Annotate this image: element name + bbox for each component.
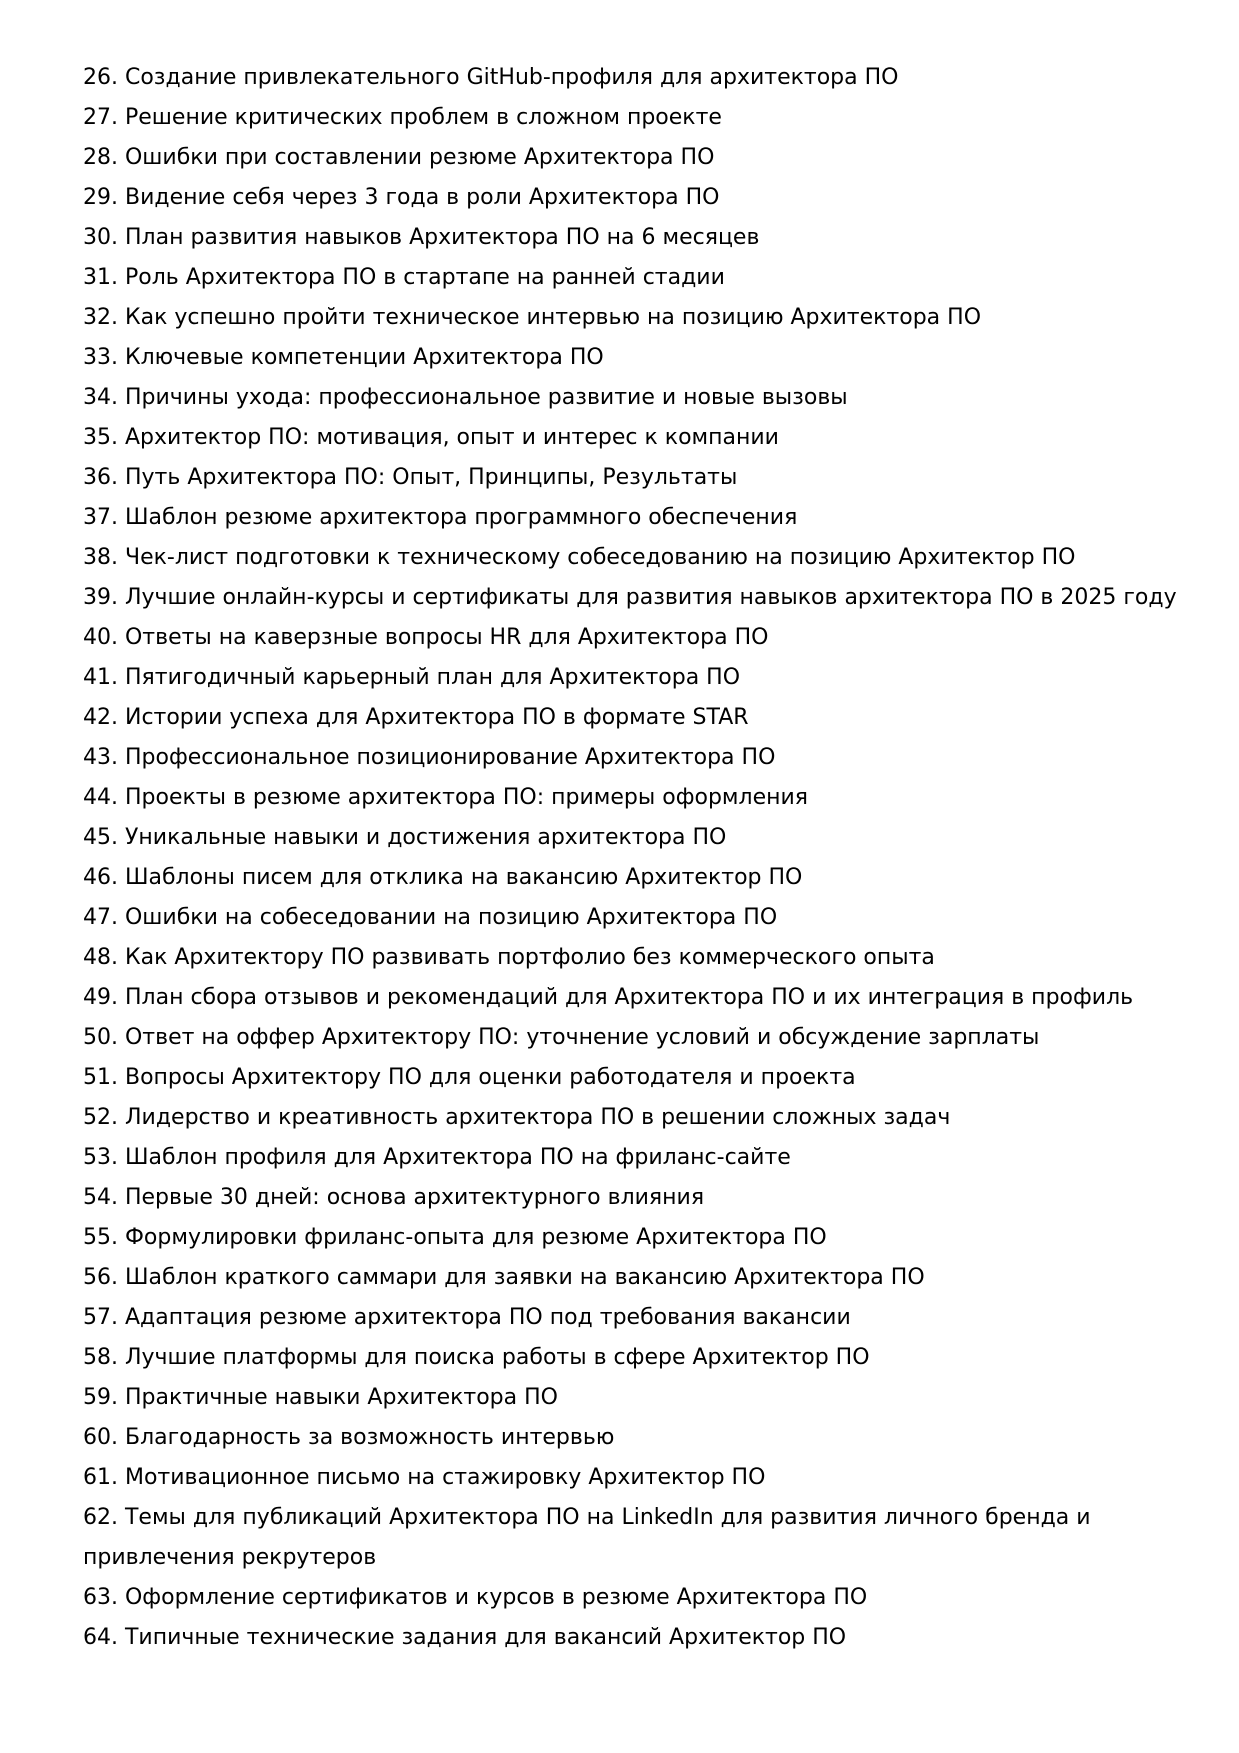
list-item: 34. Причины ухода: профессиональное развитие и новые вызовы: [83, 385, 848, 410]
list-item: 38. Чек-лист подготовки к техническому собеседованию на позицию Архитектор ПО: [83, 545, 1076, 570]
list-item: 35. Архитектор ПО: мотивация, опыт и интерес к компании: [83, 425, 779, 450]
list-item: 50. Ответ на оффер Архитектору ПО: уточнение условий и обсуждение зарплаты: [83, 1025, 1040, 1050]
list-item: 47. Ошибки на собеседовании на позицию Архитектора ПО: [83, 905, 778, 930]
list-item: 31. Роль Архитектора ПО в стартапе на ранней стадии: [83, 265, 725, 290]
list-item: 42. Истории успеха для Архитектора ПО в формате STAR: [83, 705, 749, 730]
list-item: 33. Ключевые компетенции Архитектора ПО: [83, 345, 604, 370]
list-item: 64. Типичные технические задания для вакансий Архитектор ПО: [83, 1625, 847, 1650]
list-item: 53. Шаблон профиля для Архитектора ПО на фриланс-сайте: [83, 1145, 791, 1170]
list-item: 57. Адаптация резюме архитектора ПО под требования вакансии: [83, 1305, 851, 1330]
list-item: 59. Практичные навыки Архитектора ПО: [83, 1385, 558, 1410]
list-item: 51. Вопросы Архитектору ПО для оценки работодателя и проекта: [83, 1065, 856, 1090]
list-item: 45. Уникальные навыки и достижения архитектора ПО: [83, 825, 727, 850]
list-item: 43. Профессиональное позиционирование Архитектора ПО: [83, 745, 776, 770]
list-item: 44. Проекты в резюме архитектора ПО: примеры оформления: [83, 785, 809, 810]
list-item: 41. Пятигодичный карьерный план для Архитектора ПО: [83, 665, 741, 690]
list-item: 30. План развития навыков Архитектора ПО на 6 месяцев: [83, 225, 760, 250]
list-item: 60. Благодарность за возможность интервью: [83, 1425, 615, 1450]
list-item: 58. Лучшие платформы для поиска работы в сфере Архитектор ПО: [83, 1345, 870, 1370]
list-item: 40. Ответы на каверзные вопросы HR для Архитектора ПО: [83, 625, 769, 650]
list-item: 63. Оформление сертификатов и курсов в резюме Архитектора ПО: [83, 1585, 868, 1610]
list-item: 61. Мотивационное письмо на стажировку Архитектор ПО: [83, 1465, 766, 1490]
list-item: 49. План сбора отзывов и рекомендаций для Архитектора ПО и их интеграция в профиль: [83, 985, 1134, 1010]
list-item: 28. Ошибки при составлении резюме Архитектора ПО: [83, 145, 715, 170]
list-item: 36. Путь Архитектора ПО: Опыт, Принципы, Результаты: [83, 465, 738, 490]
list-item: 26. Создание привлекательного GitHub-профиля для архитектора ПО: [83, 65, 899, 90]
list-item: 56. Шаблон краткого саммари для заявки на вакансию Архитектора ПО: [83, 1265, 925, 1290]
topic-list: [83, 58, 1179, 1658]
list-item: 37. Шаблон резюме архитектора программного обеспечения: [83, 505, 798, 530]
list-item: 55. Формулировки фриланс-опыта для резюме Архитектора ПО: [83, 1225, 827, 1250]
list-item: 52. Лидерство и креативность архитектора ПО в решении сложных задач: [83, 1105, 951, 1130]
list-item: 46. Шаблоны писем для отклика на вакансию Архитектор ПО: [83, 865, 803, 890]
list-item: 39. Лучшие онлайн-курсы и сертификаты для развития навыков архитектора ПО в 2025 году: [83, 585, 1177, 610]
list-item: 29. Видение себя через 3 года в роли Архитектора ПО: [83, 185, 720, 210]
list-item: 32. Как успешно пройти техническое интервью на позицию Архитектора ПО: [83, 305, 982, 330]
list-item: 62. Темы для публикаций Архитектора ПО на LinkedIn для развития личного бренда и привлечения рекрутеров: [83, 1505, 1091, 1570]
list-item: 48. Как Архитектору ПО развивать портфолио без коммерческого опыта: [83, 945, 935, 970]
list-item: 27. Решение критических проблем в сложном проекте: [83, 105, 722, 130]
list-item: 54. Первые 30 дней: основа архитектурного влияния: [83, 1185, 705, 1210]
